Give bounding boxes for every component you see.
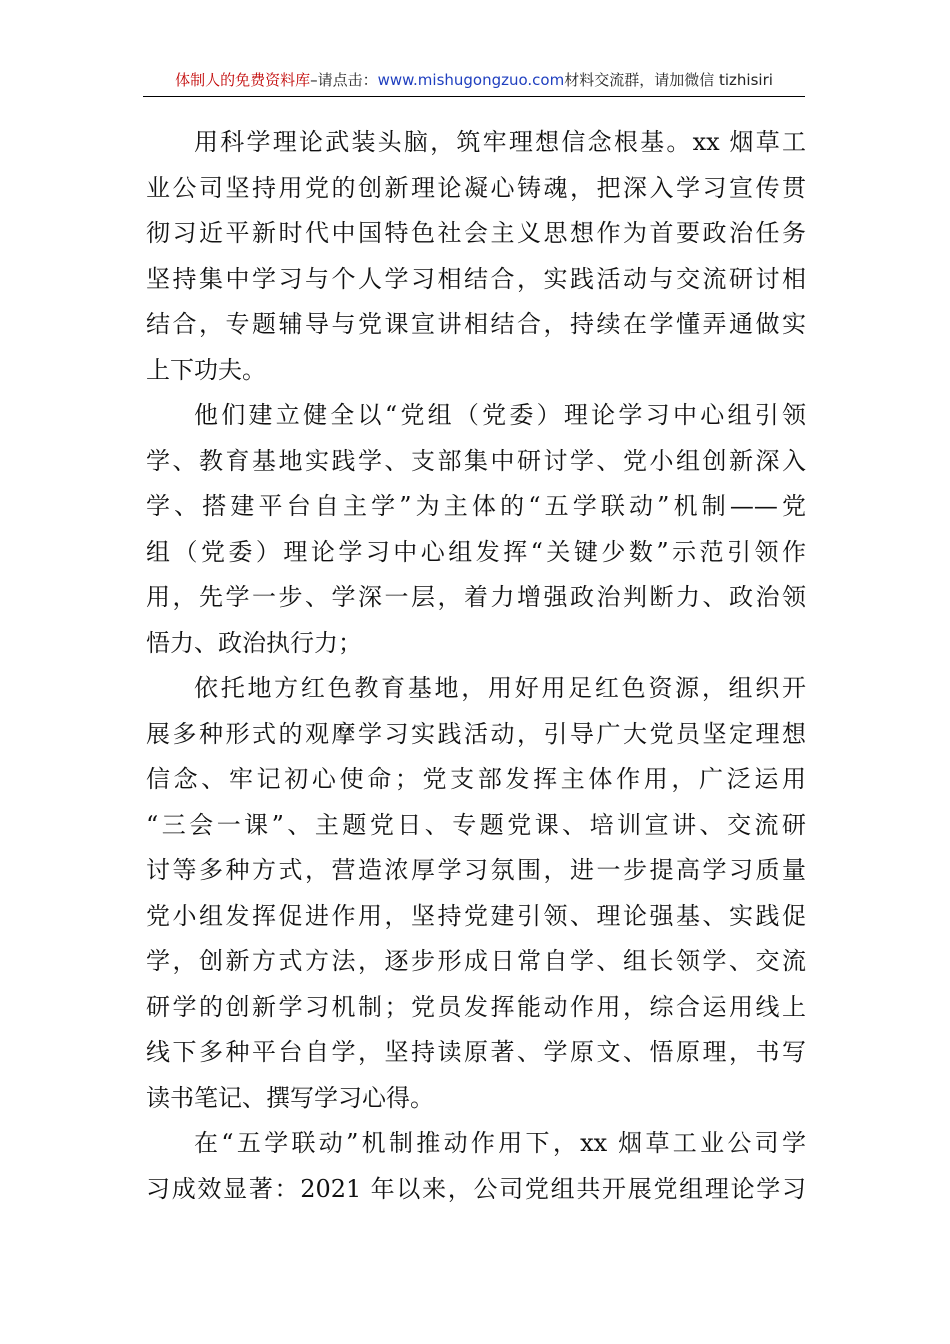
text-line: 读书笔记、撰写学习心得。 (146, 1083, 434, 1112)
text-line: 他们建立健全以“党组（党委）理论学习中心组引领 (194, 401, 806, 429)
text-line: 业公司坚持用党的创新理论凝心铸魂，把深入学习宣传贯 (146, 173, 806, 202)
text-line: 展多种形式的观摩学习实践活动，引导广大党员坚定理想 (146, 719, 806, 748)
paragraph-4 (146, 1121, 806, 1212)
paragraph-1 (146, 120, 806, 393)
text-line: 彻习近平新时代中国特色社会主义思想作为首要政治任务 (146, 219, 806, 247)
text-line: 信念、牢记初心使命；党支部发挥主体作用，广泛运用 (146, 765, 806, 793)
text-line: 组（党委）理论学习中心组发挥“关键少数”示范引领作 (146, 537, 806, 566)
text-line: 讨等多种方式，营造浓厚学习氛围，进一步提高学习质量 (146, 856, 806, 884)
header-contact: 材料交流群，请加微信 tizhisiri (564, 71, 773, 89)
page-header (143, 66, 805, 97)
text-line: 用，先学一步、学深一层，着力增强政治判断力、政治领 (146, 583, 806, 611)
paragraph-3 (146, 666, 806, 1121)
header-click-prompt: –请点击： (310, 71, 378, 89)
text-line: 党小组发挥促进作用，坚持党建引领、理论强基、实践促 (146, 901, 806, 930)
text-line: 学、教育基地实践学、支部集中研讨学、党小组创新深入 (146, 446, 806, 475)
text-line: 学、搭建平台自主学”为主体的“五学联动”机制——党 (146, 492, 806, 520)
header-url-link[interactable]: www.mishugongzuo.com (377, 71, 565, 89)
text-line: 习成效显著：2021 年以来，公司党组共开展党组理论学习 (146, 1174, 806, 1203)
document-body (146, 120, 806, 1212)
text-line: 研学的创新学习机制；党员发挥能动作用，综合运用线上 (146, 992, 806, 1021)
text-line: 结合，专题辅导与党课宣讲相结合，持续在学懂弄通做实 (146, 310, 806, 338)
text-line: 用科学理论武装头脑，筑牢理想信念根基。xx 烟草工 (194, 128, 806, 156)
text-line: 悟力、政治执行力； (146, 628, 362, 657)
text-line: 依托地方红色教育基地，用好用足红色资源，组织开 (194, 674, 806, 702)
text-line: 学，创新方式方法，逐步形成日常自学、组长领学、交流 (146, 947, 806, 975)
text-line: 线下多种平台自学，坚持读原著、学原文、悟原理，书写 (146, 1038, 806, 1066)
text-line: “三会一课”、主题党日、专题党课、培训宣讲、交流研 (146, 810, 806, 839)
text-line: 上下功夫。 (146, 355, 266, 384)
paragraph-2 (146, 393, 806, 666)
header-site-name: 体制人的免费资料库 (175, 71, 311, 89)
text-line: 坚持集中学习与个人学习相结合，实践活动与交流研讨相 (146, 264, 806, 293)
text-line: 在“五学联动”机制推动作用下，xx 烟草工业公司学 (194, 1129, 806, 1157)
